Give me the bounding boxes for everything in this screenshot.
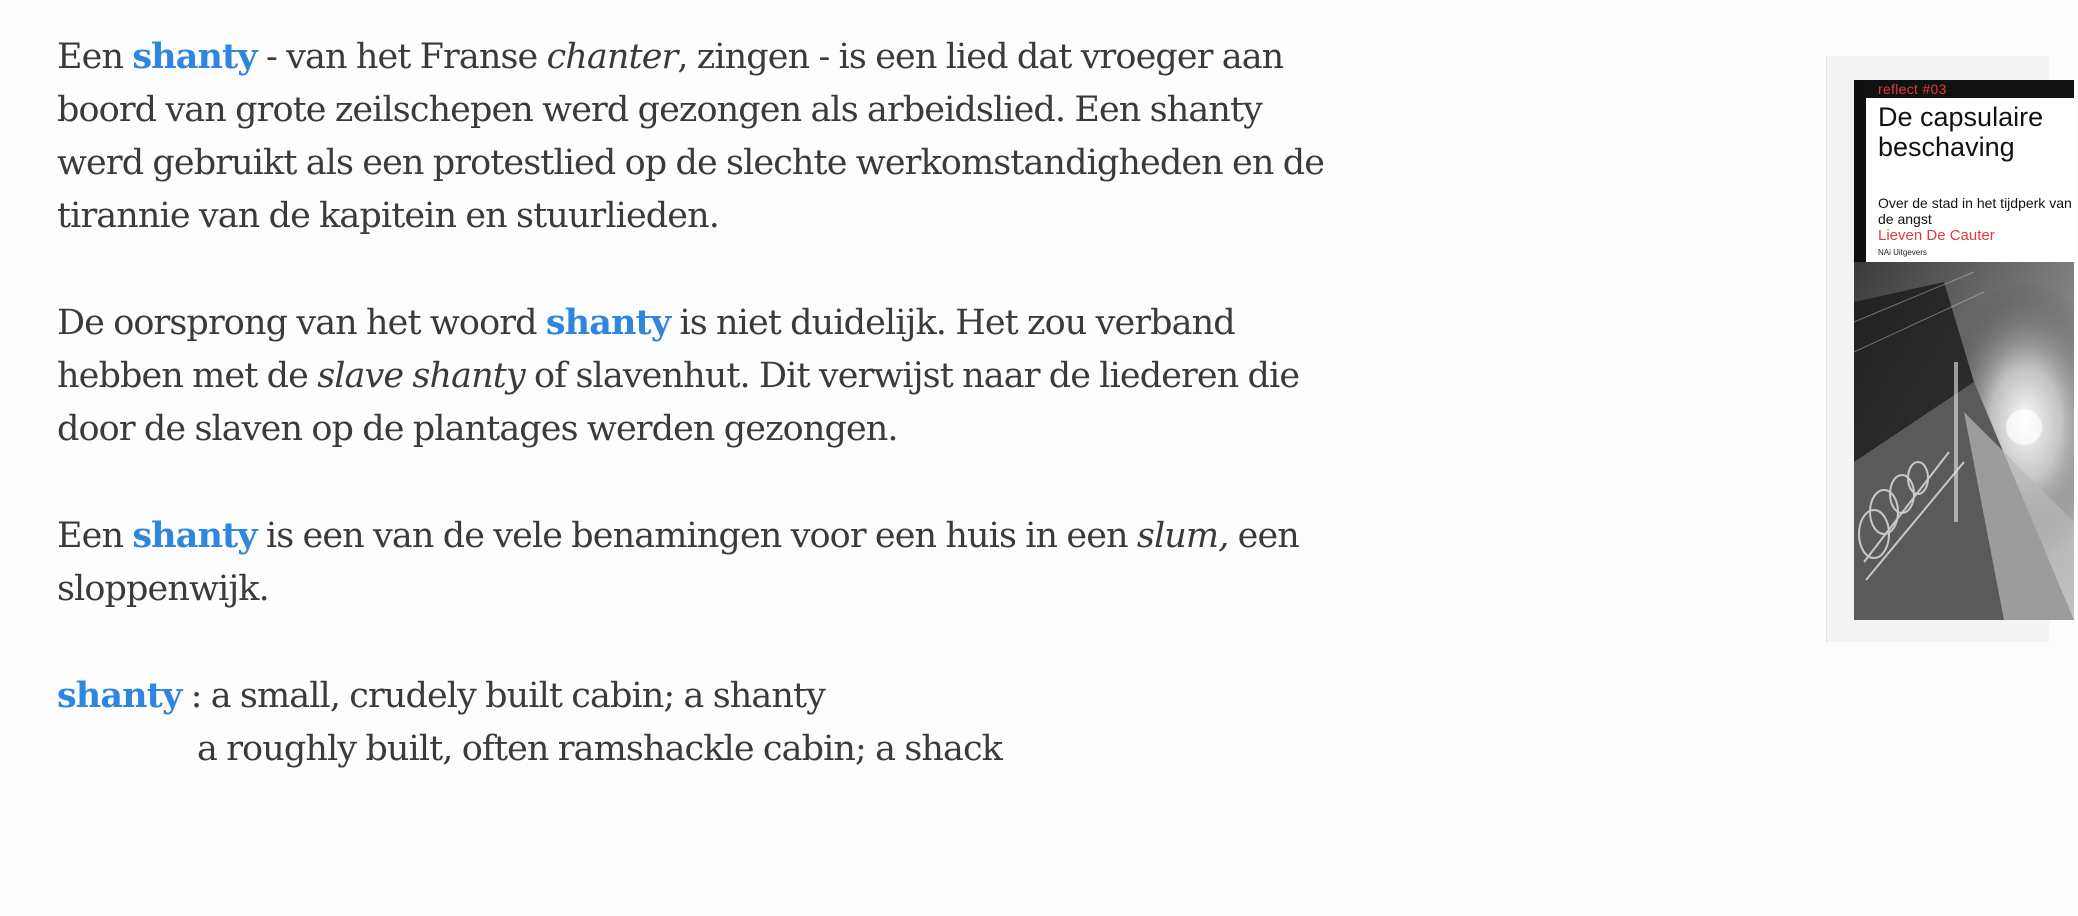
p1-text-1: Een [57,37,133,77]
cover-author: Lieven De Cauter [1878,227,1995,244]
paragraph-slum [57,509,1347,616]
definition-line-1 [57,669,1347,723]
p1-text-3: , zingen - is een lied dat vroeger aan boord van grote zeilschepen werd gezongen als arbeidslied. Een shanty werd gebruikt als een protestlied op de slechte werkomstandigheden en de tirannie van de kapitein en stuurlieden. [57,37,1325,236]
cover-photo [1854,262,2074,620]
p3-text-1: Een [57,516,133,556]
keyword-shanty: shanty [132,36,257,77]
article-body [57,30,1347,776]
cover-photo-street-scene [1854,262,2074,620]
italic-term-slum: slum, [1136,516,1229,556]
keyword-shanty: shanty [545,302,671,343]
italic-term-slave-shanty: slave shanty [317,356,525,396]
book-cover-image [1826,56,2072,642]
cover-title: De capsulaire beschaving [1878,102,2044,162]
paragraph-etymology-french [57,30,1347,243]
cover-publisher: NAi Uitgevers [1878,248,1927,257]
cover-subtitle: Over de stad in het tijdperk van de angst [1878,195,2072,227]
p2-text-2: is niet duidelijk. Het zou verband hebben met de [57,303,1235,396]
keyword-shanty: shanty [57,675,182,716]
italic-term-chanter: chanter [546,37,678,77]
definition-line-2: a roughly built, often ramshackle cabin; a shack [197,729,1002,769]
p2-text-1: De oorsprong van het woord [57,303,546,343]
paragraph-origin [57,296,1347,456]
keyword-shanty: shanty [132,515,257,556]
definition-text-1: : a small, crudely built cabin; a shanty [181,676,826,716]
p2-text-3: of slavenhut. Dit verwijst naar de liederen die door de slaven op de plantages werden gezongen. [57,356,1300,449]
p1-text-2: - van het Franse [256,37,547,77]
definition-block [57,669,1347,776]
p3-text-3: een sloppenwijk. [57,516,1299,609]
cover-series-label: reflect #03 [1878,81,1947,97]
book-cover [1854,80,2074,620]
p3-text-2: is een van de vele benamingen voor een huis in een [256,516,1137,556]
